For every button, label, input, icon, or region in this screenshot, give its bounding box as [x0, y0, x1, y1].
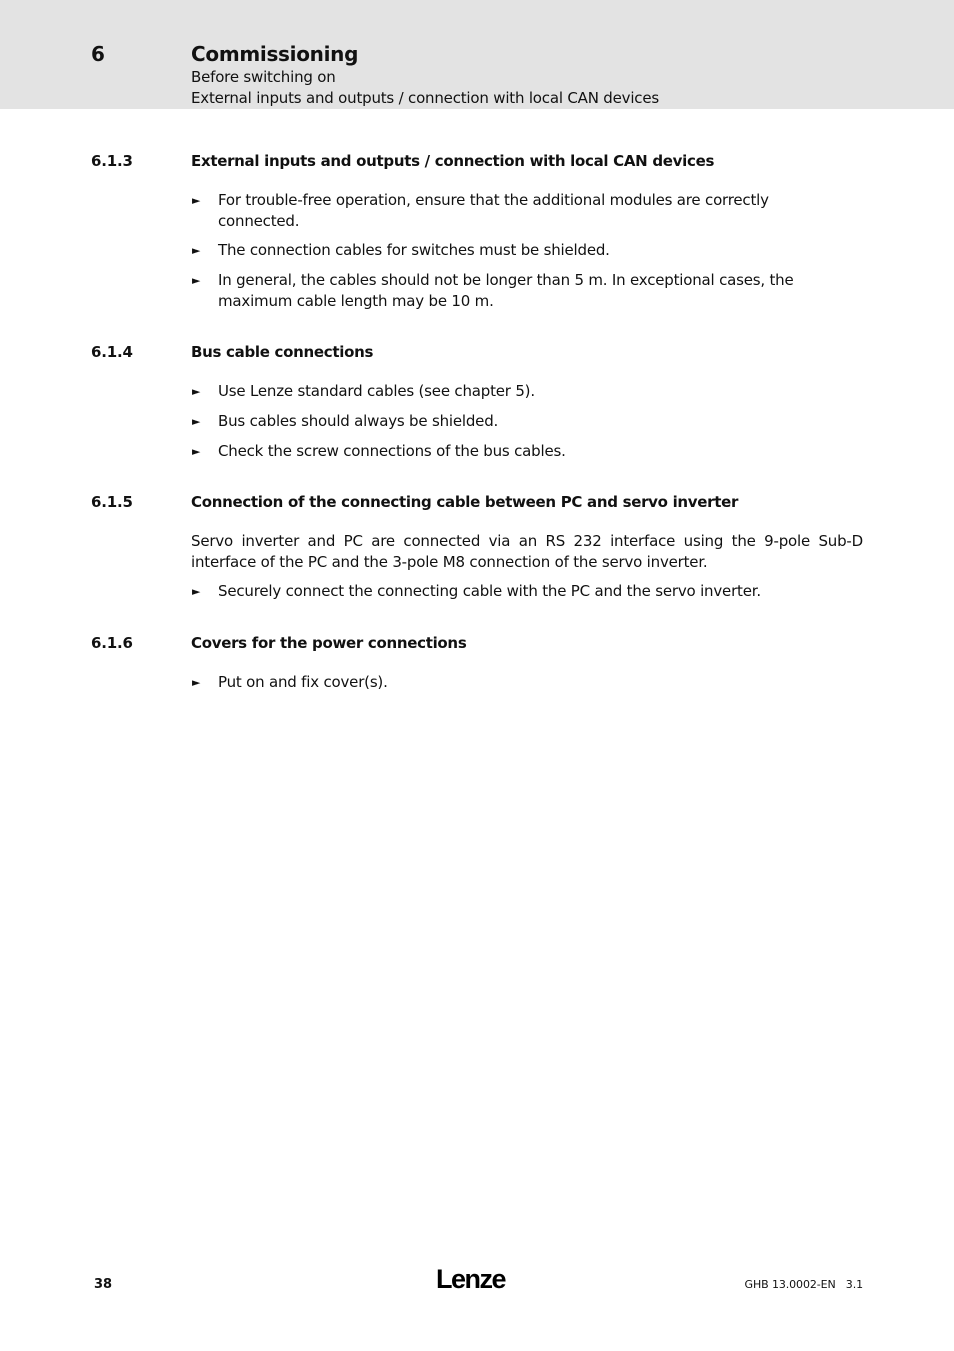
list-item [191, 581, 841, 602]
bullet-arrow-icon: ► [192, 244, 201, 257]
list-item [191, 381, 841, 402]
page-number: 38 [94, 1277, 113, 1292]
section-title-6-1-5: Connection of the connecting cable between PC and servo inverter [191, 493, 739, 511]
header-subtitle-2: External inputs and outputs / connection with local CAN devices [191, 89, 659, 107]
section-title-6-1-6: Covers for the power connections [191, 634, 467, 652]
page-header [0, 0, 954, 109]
list-item-text: For trouble-free operation, ensure that the additional modules are correctly connected. [218, 191, 769, 230]
section-number-6-1-5: 6.1.5 [91, 493, 133, 511]
bullet-arrow-icon: ► [192, 445, 201, 458]
lenze-logo: Lenze [436, 1264, 506, 1294]
list-item-text: Use Lenze standard cables (see chapter 5). [218, 382, 535, 400]
list-item [191, 672, 841, 693]
list-item [191, 190, 841, 232]
list-item-text: The connection cables for switches must be shielded. [218, 241, 610, 259]
list-item-text: Put on and fix cover(s). [218, 673, 388, 691]
bullet-arrow-icon: ► [192, 194, 201, 207]
list-item [191, 270, 841, 312]
list-item-text: Bus cables should always be shielded. [218, 412, 499, 430]
bullet-arrow-icon: ► [192, 585, 201, 598]
section-number-6-1-6: 6.1.6 [91, 634, 133, 652]
list-item [191, 441, 841, 462]
section-title-6-1-3: External inputs and outputs / connection with local CAN devices [191, 152, 715, 170]
section-number-6-1-4: 6.1.4 [91, 343, 133, 361]
list-item [191, 240, 841, 261]
bullet-arrow-icon: ► [192, 415, 201, 428]
list-item-text: Check the screw connections of the bus cables. [218, 442, 566, 460]
chapter-title: Commissioning [191, 42, 359, 66]
document-id: GHB 13.0002-EN 3.1 [744, 1278, 863, 1291]
bullet-arrow-icon: ► [192, 385, 201, 398]
list-item [191, 411, 841, 432]
bullet-arrow-icon: ► [192, 274, 201, 287]
section-number-6-1-3: 6.1.3 [91, 152, 133, 170]
header-subtitle-1: Before switching on [191, 68, 336, 86]
list-item-text: In general, the cables should not be longer than 5 m. In exceptional cases, the maximum cable length may be 10 m. [218, 271, 794, 310]
section-paragraph: Servo inverter and PC are connected via an RS 232 interface using the 9-pole Sub-D interface of the PC and the 3-pole M8 connection of the servo inverter. [191, 532, 863, 571]
bullet-arrow-icon: ► [192, 676, 201, 689]
chapter-number: 6 [91, 42, 105, 66]
section-title-6-1-4: Bus cable connections [191, 343, 374, 361]
list-item-text: Securely connect the connecting cable with the PC and the servo inverter. [218, 582, 761, 600]
